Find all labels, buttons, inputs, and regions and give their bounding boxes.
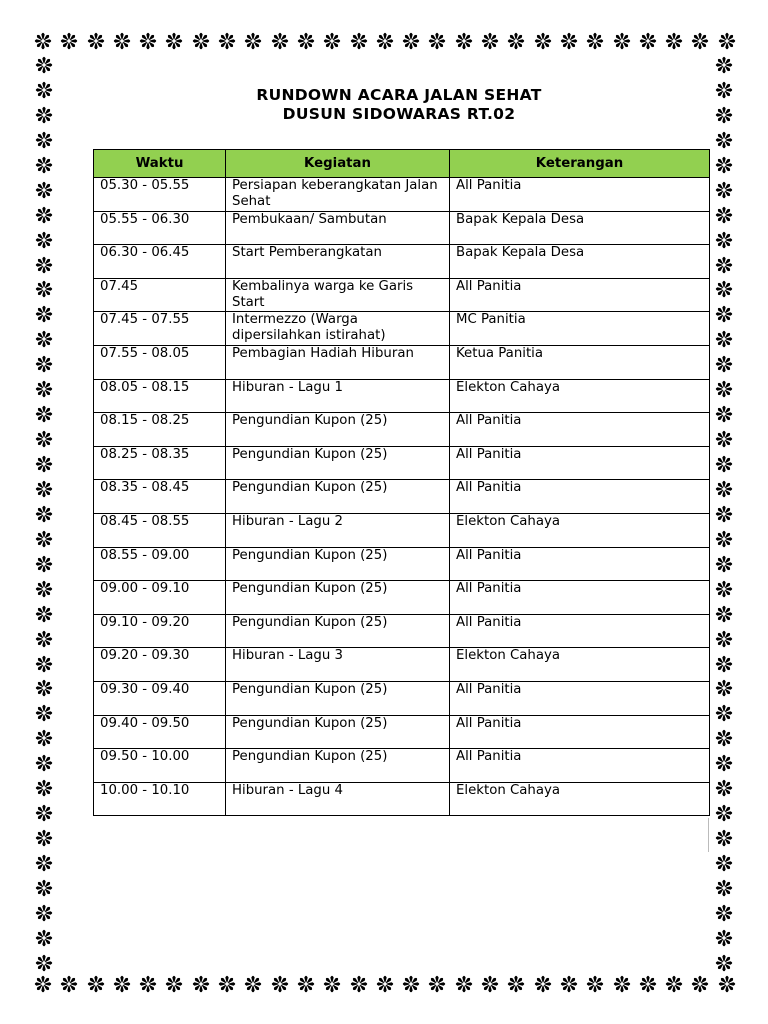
star-ornament-icon [713,777,735,799]
cell-waktu: 07.45 [94,278,226,312]
star-ornament-icon [713,503,735,525]
star-ornament-icon [33,677,55,699]
star-ornament-icon [33,278,55,300]
rundown-table [93,149,710,816]
star-ornament-icon [611,973,633,995]
star-ornament-icon [33,229,55,251]
star-ornament-icon [713,727,735,749]
table-row [94,446,710,480]
cell-waktu: 09.40 - 09.50 [94,715,226,749]
star-ornament-icon [216,30,238,52]
star-ornament-icon [713,802,735,824]
table-row [94,581,710,615]
cell-kegiatan: Pengundian Kupon (25) [226,715,450,749]
star-ornament-icon [33,54,55,76]
star-ornament-icon [558,30,580,52]
star-ornament-icon [713,328,735,350]
cell-keterangan: Ketua Panitia [450,345,710,379]
star-ornament-icon [637,973,659,995]
cell-kegiatan: Pengundian Kupon (25) [226,681,450,715]
star-ornament-icon [374,30,396,52]
border-left [31,54,57,974]
star-ornament-icon [33,653,55,675]
cell-kegiatan: Intermezzo (Warga dipersilahkan istirahat) [226,312,450,346]
cell-waktu: 08.05 - 08.15 [94,379,226,413]
title-line-2: DUSUN SIDOWARAS RT.02 [282,105,516,123]
cell-keterangan: All Panitia [450,749,710,783]
page-edge-marker [708,818,709,852]
table-row [94,379,710,413]
star-ornament-icon [33,603,55,625]
star-ornament-icon [716,30,738,52]
table-row [94,413,710,447]
cell-keterangan: MC Panitia [450,312,710,346]
cell-keterangan: All Panitia [450,614,710,648]
star-ornament-icon [137,30,159,52]
cell-keterangan: All Panitia [450,413,710,447]
cell-waktu: 09.50 - 10.00 [94,749,226,783]
table-row [94,312,710,346]
star-ornament-icon [269,30,291,52]
star-ornament-icon [713,179,735,201]
cell-kegiatan: Pembagian Hadiah Hiburan [226,345,450,379]
cell-waktu: 09.00 - 09.10 [94,581,226,615]
star-ornament-icon [33,777,55,799]
cell-waktu: 08.25 - 08.35 [94,446,226,480]
table-row [94,715,710,749]
table-header [94,150,710,178]
cell-waktu: 09.20 - 09.30 [94,648,226,682]
cell-kegiatan: Kembalinya warga ke Garis Start [226,278,450,312]
star-ornament-icon [85,30,107,52]
page-title [0,86,768,124]
cell-keterangan: Bapak Kepala Desa [450,211,710,245]
star-ornament-icon [321,30,343,52]
cell-waktu: 10.00 - 10.10 [94,782,226,816]
cell-keterangan: All Panitia [450,681,710,715]
table-row [94,614,710,648]
star-ornament-icon [33,727,55,749]
header-keterangan: Keterangan [450,150,710,178]
star-ornament-icon [713,204,735,226]
star-ornament-icon [33,628,55,650]
cell-keterangan: Elekton Cahaya [450,513,710,547]
star-ornament-icon [713,229,735,251]
star-ornament-icon [33,802,55,824]
star-ornament-icon [58,973,80,995]
star-ornament-icon [33,353,55,375]
table-row [94,681,710,715]
cell-kegiatan: Pengundian Kupon (25) [226,446,450,480]
star-ornament-icon [58,30,80,52]
star-ornament-icon [713,54,735,76]
star-ornament-icon [713,428,735,450]
cell-waktu: 09.10 - 09.20 [94,614,226,648]
star-ornament-icon [479,973,501,995]
cell-keterangan: Elekton Cahaya [450,379,710,413]
star-ornament-icon [713,154,735,176]
star-ornament-icon [713,752,735,774]
header-waktu: Waktu [94,150,226,178]
star-ornament-icon [33,553,55,575]
star-ornament-icon [713,702,735,724]
star-ornament-icon [33,254,55,276]
cell-waktu: 08.45 - 08.55 [94,513,226,547]
star-ornament-icon [242,973,264,995]
cell-kegiatan: Persiapan keberangkatan Jalan Sehat [226,178,450,212]
table-body [94,178,710,816]
table-row [94,345,710,379]
star-ornament-icon [713,578,735,600]
star-ornament-icon [33,902,55,924]
cell-keterangan: All Panitia [450,715,710,749]
table-row [94,513,710,547]
table-row [94,749,710,783]
cell-keterangan: All Panitia [450,446,710,480]
star-ornament-icon [33,204,55,226]
cell-kegiatan: Pengundian Kupon (25) [226,749,450,783]
table-row [94,211,710,245]
star-ornament-icon [32,973,54,995]
star-ornament-icon [713,927,735,949]
cell-keterangan: Elekton Cahaya [450,648,710,682]
table-row [94,547,710,581]
star-ornament-icon [32,30,54,52]
star-ornament-icon [713,254,735,276]
star-ornament-icon [713,403,735,425]
star-ornament-icon [584,973,606,995]
star-ornament-icon [33,328,55,350]
star-ornament-icon [713,378,735,400]
star-ornament-icon [33,752,55,774]
star-ornament-icon [348,30,370,52]
star-ornament-icon [713,553,735,575]
cell-keterangan: All Panitia [450,581,710,615]
cell-keterangan: All Panitia [450,178,710,212]
cell-waktu: 05.55 - 06.30 [94,211,226,245]
star-ornament-icon [713,303,735,325]
star-ornament-icon [663,973,685,995]
star-ornament-icon [33,877,55,899]
cell-kegiatan: Pengundian Kupon (25) [226,614,450,648]
cell-keterangan: Elekton Cahaya [450,782,710,816]
star-ornament-icon [374,973,396,995]
star-ornament-icon [713,952,735,974]
cell-kegiatan: Hiburan - Lagu 1 [226,379,450,413]
star-ornament-icon [33,503,55,525]
star-ornament-icon [689,973,711,995]
star-ornament-icon [33,129,55,151]
cell-kegiatan: Hiburan - Lagu 4 [226,782,450,816]
star-ornament-icon [689,30,711,52]
star-ornament-icon [33,378,55,400]
border-bottom [32,971,738,997]
table-row [94,648,710,682]
star-ornament-icon [33,179,55,201]
table-row [94,782,710,816]
star-ornament-icon [637,30,659,52]
star-ornament-icon [532,30,554,52]
star-ornament-icon [33,927,55,949]
star-ornament-icon [33,952,55,974]
star-ornament-icon [85,973,107,995]
star-ornament-icon [163,973,185,995]
cell-kegiatan: Hiburan - Lagu 3 [226,648,450,682]
cell-waktu: 09.30 - 09.40 [94,681,226,715]
star-ornament-icon [713,902,735,924]
cell-waktu: 07.55 - 08.05 [94,345,226,379]
star-ornament-icon [137,973,159,995]
star-ornament-icon [295,30,317,52]
cell-waktu: 05.30 - 05.55 [94,178,226,212]
star-ornament-icon [33,702,55,724]
cell-keterangan: Bapak Kepala Desa [450,245,710,279]
star-ornament-icon [321,973,343,995]
table-row [94,278,710,312]
star-ornament-icon [532,973,554,995]
cell-kegiatan: Pengundian Kupon (25) [226,581,450,615]
star-ornament-icon [505,973,527,995]
cell-kegiatan: Start Pemberangkatan [226,245,450,279]
star-ornament-icon [269,973,291,995]
star-ornament-icon [584,30,606,52]
star-ornament-icon [713,353,735,375]
star-ornament-icon [33,154,55,176]
star-ornament-icon [713,628,735,650]
cell-kegiatan: Pengundian Kupon (25) [226,547,450,581]
star-ornament-icon [216,973,238,995]
border-right [711,54,737,974]
star-ornament-icon [33,578,55,600]
table-row [94,480,710,514]
cell-kegiatan: Pembukaan/ Sambutan [226,211,450,245]
cell-waktu: 07.45 - 07.55 [94,312,226,346]
star-ornament-icon [348,973,370,995]
star-ornament-icon [713,278,735,300]
star-ornament-icon [33,428,55,450]
star-ornament-icon [713,653,735,675]
star-ornament-icon [453,30,475,52]
cell-kegiatan: Pengundian Kupon (25) [226,413,450,447]
title-line-1: RUNDOWN ACARA JALAN SEHAT [256,86,542,104]
table-row [94,178,710,212]
star-ornament-icon [713,478,735,500]
star-ornament-icon [111,30,133,52]
border-top [32,28,738,54]
star-ornament-icon [33,478,55,500]
star-ornament-icon [33,453,55,475]
star-ornament-icon [190,973,212,995]
cell-kegiatan: Pengundian Kupon (25) [226,480,450,514]
header-kegiatan: Kegiatan [226,150,450,178]
cell-keterangan: All Panitia [450,547,710,581]
star-ornament-icon [713,129,735,151]
cell-waktu: 08.15 - 08.25 [94,413,226,447]
star-ornament-icon [33,827,55,849]
star-ornament-icon [713,827,735,849]
cell-kegiatan: Hiburan - Lagu 2 [226,513,450,547]
star-ornament-icon [33,303,55,325]
star-ornament-icon [713,877,735,899]
star-ornament-icon [713,453,735,475]
cell-waktu: 08.35 - 08.45 [94,480,226,514]
star-ornament-icon [713,528,735,550]
star-ornament-icon [453,973,475,995]
cell-keterangan: All Panitia [450,480,710,514]
star-ornament-icon [716,973,738,995]
star-ornament-icon [242,30,264,52]
star-ornament-icon [33,852,55,874]
table-header-row [94,150,710,178]
star-ornament-icon [33,403,55,425]
star-ornament-icon [713,852,735,874]
star-ornament-icon [295,973,317,995]
star-ornament-icon [163,30,185,52]
table-row [94,245,710,279]
star-ornament-icon [426,30,448,52]
star-ornament-icon [558,973,580,995]
star-ornament-icon [400,973,422,995]
cell-waktu: 06.30 - 06.45 [94,245,226,279]
cell-keterangan: All Panitia [450,278,710,312]
star-ornament-icon [505,30,527,52]
star-ornament-icon [426,973,448,995]
star-ornament-icon [713,677,735,699]
star-ornament-icon [400,30,422,52]
star-ornament-icon [33,528,55,550]
star-ornament-icon [111,973,133,995]
star-ornament-icon [611,30,633,52]
star-ornament-icon [713,603,735,625]
star-ornament-icon [190,30,212,52]
star-ornament-icon [479,30,501,52]
star-ornament-icon [663,30,685,52]
cell-waktu: 08.55 - 09.00 [94,547,226,581]
